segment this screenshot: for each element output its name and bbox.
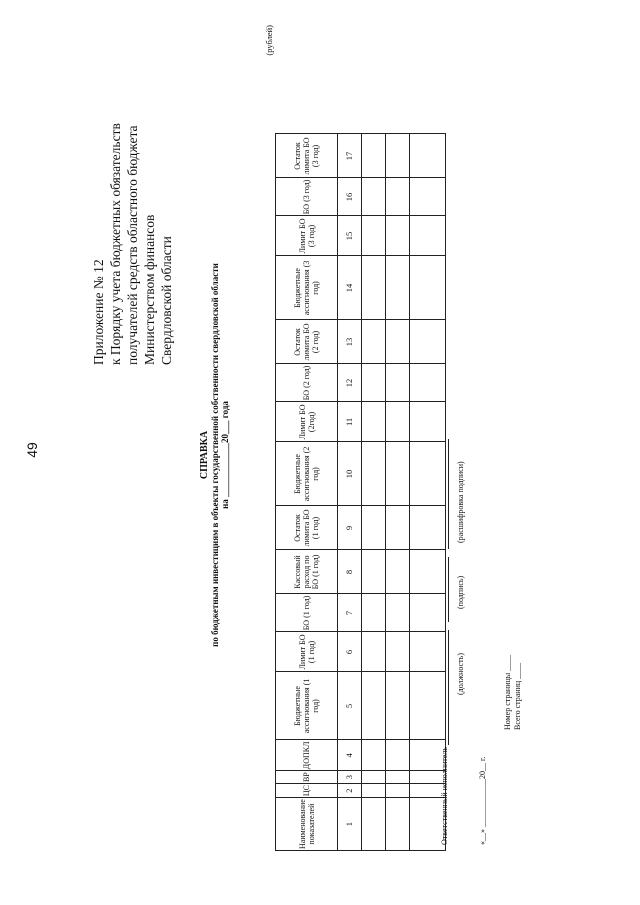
table-cell: [386, 771, 410, 784]
sign-blank: [448, 557, 449, 622]
appendix-block: [90, 65, 175, 365]
unit-label: (рублей): [264, 25, 274, 56]
table-cell: [386, 740, 410, 771]
table-cell: [386, 550, 410, 594]
column-number: 12: [338, 364, 362, 402]
header-cell: Остаток лимита БО (2 год): [276, 320, 338, 364]
table-cell: [362, 672, 386, 740]
table-cell: [362, 550, 386, 594]
table-cell: [362, 506, 386, 550]
table-cell: [410, 256, 446, 320]
header-cell: ЦС: [276, 784, 338, 798]
column-number: 11: [338, 402, 362, 442]
table-cell: [386, 320, 410, 364]
table-cell: [362, 740, 386, 771]
table-cell: [362, 632, 386, 672]
table-cell: [386, 134, 410, 178]
document-title: [200, 155, 230, 755]
table-cell: [362, 771, 386, 784]
position-blank: [448, 630, 449, 745]
header-cell: ВР: [276, 771, 338, 784]
table-cell: [362, 320, 386, 364]
header-cell: БО (3 год): [276, 178, 338, 216]
header-cell: БО (2 год): [276, 364, 338, 402]
table-cell: [386, 784, 410, 798]
page-num-label: Номер страницы ____: [503, 654, 512, 730]
header-cell: Остаток лимита БО (1 год): [276, 506, 338, 550]
page-number: 49: [24, 442, 40, 458]
column-number: 14: [338, 256, 362, 320]
table-cell: [386, 594, 410, 632]
table-cell: [410, 216, 446, 256]
header-cell: Остаток лимита БО (3 год): [276, 134, 338, 178]
column-number: 8: [338, 550, 362, 594]
header-cell: Бюджетные ассигнования (1 год): [276, 672, 338, 740]
header-cell: ДОПКЛ: [276, 740, 338, 771]
header-cell: Бюджетные ассигнования (2 год): [276, 442, 338, 506]
table-cell: [362, 594, 386, 632]
column-number: 13: [338, 320, 362, 364]
appendix-line: Приложение № 12: [91, 259, 106, 365]
table-cell: [386, 632, 410, 672]
table-cell: [386, 402, 410, 442]
table-cell: [410, 402, 446, 442]
table-cell: [362, 402, 386, 442]
header-cell: Бюджетные ассигнования (3 год): [276, 256, 338, 320]
column-number: 10: [338, 442, 362, 506]
column-number: 5: [338, 672, 362, 740]
header-row: [276, 134, 338, 851]
table-row: [362, 134, 386, 851]
table-cell: [362, 442, 386, 506]
table-cell: [386, 672, 410, 740]
table-cell: [362, 216, 386, 256]
header-cell: Кассовый расход по БО (1 год): [276, 550, 338, 594]
header-cell: Лимит БО (3 год): [276, 216, 338, 256]
table-cell: [410, 134, 446, 178]
table-cell: [362, 178, 386, 216]
table-cell: [410, 320, 446, 364]
table-cell: [410, 178, 446, 216]
table-cell: [362, 798, 386, 851]
total-pages-label: Всего страниц ____: [513, 662, 522, 730]
column-number: 6: [338, 632, 362, 672]
table-cell: [362, 256, 386, 320]
title-date-line: на ____________20___ года: [220, 401, 230, 509]
header-cell: Лимит БО (2год): [276, 402, 338, 442]
column-number: 9: [338, 506, 362, 550]
table-cell: [386, 506, 410, 550]
column-number: 1: [338, 798, 362, 851]
table-cell: [386, 442, 410, 506]
decode-blank: [448, 439, 449, 549]
column-number: 2: [338, 784, 362, 798]
table-cell: [362, 364, 386, 402]
appendix-line: Министерством финансов: [142, 214, 157, 365]
header-cell: БО (1 год): [276, 594, 338, 632]
title-subject: по бюджетным инвестициям в объекты государственной собственности свердловской области: [210, 263, 220, 647]
column-number: 15: [338, 216, 362, 256]
table-cell: [386, 216, 410, 256]
table-row: [386, 134, 410, 851]
table-cell: [410, 364, 446, 402]
column-number: 3: [338, 771, 362, 784]
table-cell: [386, 256, 410, 320]
table-cell: [386, 798, 410, 851]
date-line: «__» ____________20__ г.: [478, 756, 487, 845]
decode-caption: (расшифровка подписи): [456, 461, 465, 543]
table-cell: [362, 134, 386, 178]
column-number: 4: [338, 740, 362, 771]
column-number-row: [338, 134, 362, 851]
executor-line: [440, 439, 449, 845]
appendix-line: к Порядку учета бюджетных обязательств: [108, 123, 123, 365]
sign-caption: (подпись): [456, 575, 465, 609]
column-number: 7: [338, 594, 362, 632]
title-word: СПРАВКА: [199, 430, 210, 480]
header-cell: Наименование показателей: [276, 798, 338, 851]
table-cell: [386, 364, 410, 402]
position-caption: (должность): [456, 653, 465, 695]
appendix-line: получателей средств областного бюджета: [125, 125, 140, 365]
column-number: 17: [338, 134, 362, 178]
header-cell: Лимит БО (1 год): [276, 632, 338, 672]
table-cell: [362, 784, 386, 798]
table-cell: [386, 178, 410, 216]
column-number: 16: [338, 178, 362, 216]
appendix-line: Свердловской области: [159, 236, 174, 365]
executor-label: Ответственный исполнитель: [440, 747, 449, 845]
report-table: [275, 133, 446, 851]
